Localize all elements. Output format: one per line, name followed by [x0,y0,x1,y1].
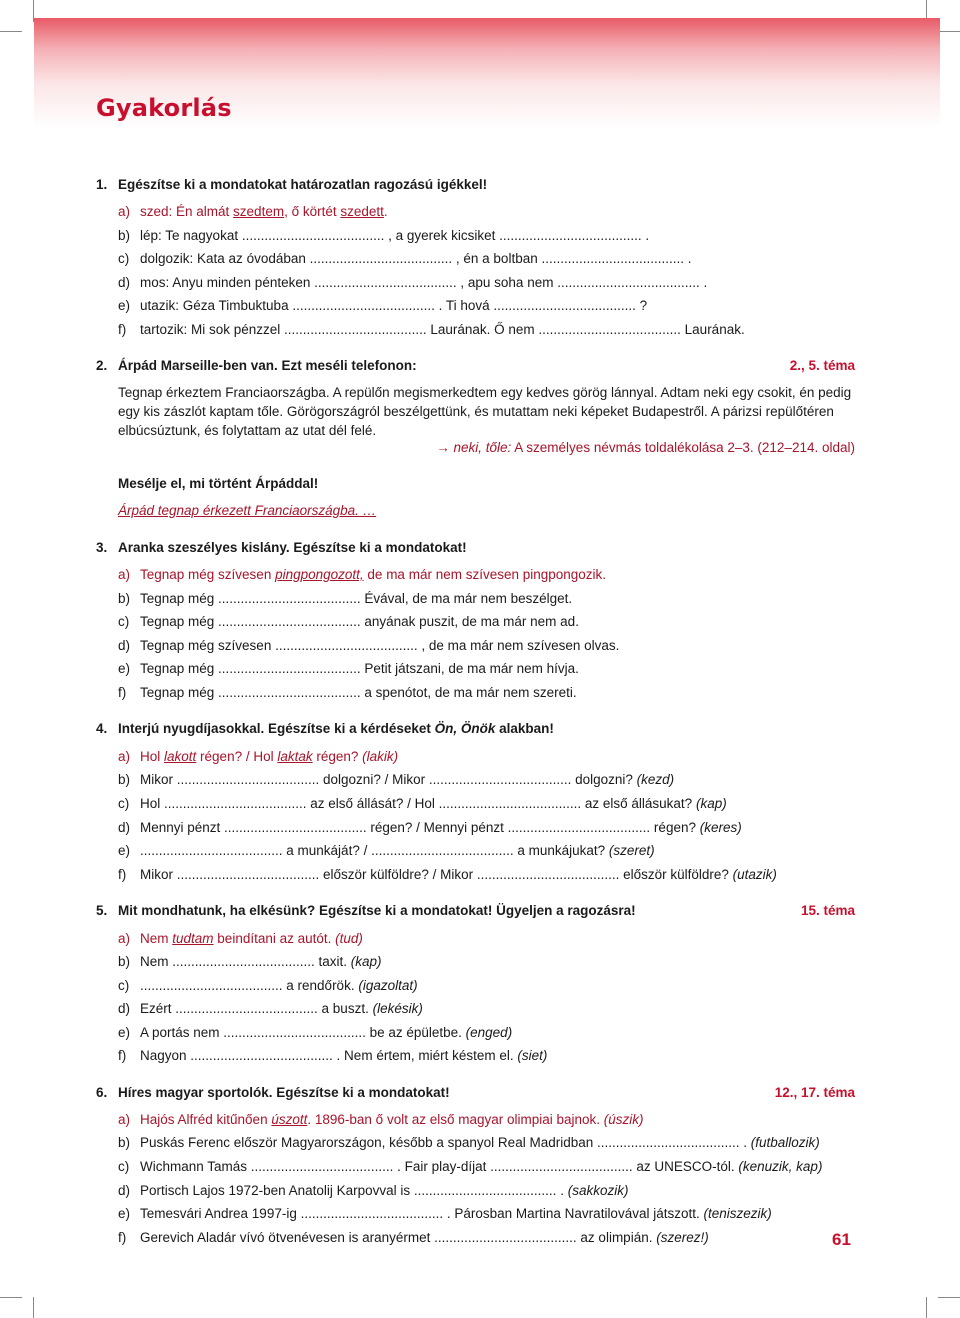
exercise-4-item-d[interactable]: d) Mennyi pénzt ...................................... régen? / Mennyi pénzt ...................................... régen? (keres) [118,820,742,835]
exercise-2-paragraph: Tegnap érkeztem Franciaországba. A repülőn megismerkedtem egy kedves görög lánnyal. Adtam neki egy csokit, én pedig egy kis zászlót kaptam tőle. Görögországról beszélgettünk, és mutattam neki képeket Budapestről. A párizsi repülőtéren elbúcsúztunk, és folytattam az utat dél felé. [118,385,852,438]
page-title: Gyakorlás [96,94,232,122]
exercise-4-heading: 4. Interjú nyugdíjasokkal. Egészítse ki a kérdéseket Ön, Önök alakban! [96,721,554,736]
crop-mark [33,1297,34,1318]
crop-mark [938,31,960,32]
exercise-6-item-d[interactable]: d) Portisch Lajos 1972-ben Anatolij Karpovval is ...................................... . (sakkozik) [118,1183,629,1198]
crop-mark [938,1297,960,1298]
crop-mark [0,1297,22,1298]
exercise-5-heading: 5. Mit mondhatunk, ha elkésünk? Egészítse ki a mondatokat! Ügyeljen a ragozásra! [96,903,636,918]
exercise-1-item-c[interactable]: c) dolgozik: Kata az óvodában ...................................... , én a boltban ...................................... . [118,251,692,266]
crop-mark [926,1297,927,1318]
exercise-instruction: Egészítse ki a mondatokat határozatlan ragozású igékkel! [118,177,488,192]
exercise-6-item-f[interactable]: f) Gerevich Aladár vívó ötvenévesen is aranyérmet ...................................... az olimpián. (szerez!) [118,1230,709,1245]
exercise-3-item-c[interactable]: c) Tegnap még ...................................... anyának puszit, de ma már nem ad. [118,614,579,629]
exercise-6-heading: 6. Híres magyar sportolók. Egészítse ki a mondatokat! [96,1085,450,1100]
exercise-3-heading: 3. Aranka szeszélyes kislány. Egészítse ki a mondatokat! [96,540,467,555]
exercise-3-item-e[interactable]: e) Tegnap még ...................................... Petit játszani, de ma már nem hívja. [118,661,579,676]
exercise-3-item-d[interactable]: d) Tegnap még szívesen ...................................... , de ma már nem szívesen olvas. [118,638,620,653]
topic-reference: 2., 5. téma [789,358,855,373]
exercise-6-item-b[interactable]: b) Puskás Ferenc először Magyarországon, később a spanyol Real Madridban ...................................... . (futballozik) [118,1135,820,1150]
exercise-3-item-b[interactable]: b) Tegnap még ...................................... Évával, de ma már nem beszélget. [118,591,573,606]
page-number: 61 [832,1230,851,1249]
exercise-3-item-a: a) Tegnap még szívesen pingpongozott, de ma már nem szívesen pingpongozik. [118,567,607,582]
topic-reference: 15. téma [800,903,855,918]
exercise-number: 1. [96,177,108,192]
exercise-1-item-f[interactable]: f) tartozik: Mi sok pénzzel ...................................... Laurának. Ő nem ...................................... Laurának. [118,322,745,337]
exercise-1-item-a: a) szed: Én almát szedtem, ő körtét szedett. [118,204,388,219]
arrow-right-icon: → [436,440,450,455]
exercise-2-example: Árpád tegnap érkezett Franciaországba. … [118,503,377,518]
exercise-4-item-f[interactable]: f) Mikor ...................................... először külföldre? / Mikor ...................................... először külföldre? (utazik) [118,867,777,882]
exercise-4-item-b[interactable]: b) Mikor ...................................... dolgozni? / Mikor ...................................... dolgozni? (kezd) [118,772,675,787]
exercise-5-item-e[interactable]: e) A portás nem ...................................... be az épületbe. (enged) [118,1025,513,1040]
exercise-6-item-c[interactable]: c) Wichmann Tamás ...................................... . Fair play-díjat ...................................... az UNESCO-tól. (kenuzik, kap) [118,1159,823,1174]
exercise-3-item-f[interactable]: f) Tegnap még ...................................... a spenótot, de ma már nem szereti. [118,685,577,700]
exercise-5-item-f[interactable]: f) Nagyon ...................................... . Nem értem, miért késtem el. (siet) [118,1048,548,1063]
exercise-5-item-c[interactable]: c) ...................................... a rendőrök. (igazoltat) [118,978,418,993]
exercise-2-heading: 2. Árpád Marseille-ben van. Ezt meséli telefonon: [96,358,417,373]
exercise-1-item-b[interactable]: b) lép: Te nagyokat ...................................... , a gyerek kicsiket ...................................... . [118,228,650,243]
exercise-6-item-a: a) Hajós Alfréd kitűnően úszott. 1896-ban ő volt az első magyar olimpiai bajnok. (úszik) [118,1112,644,1127]
exercise-5-item-d[interactable]: d) Ezért ...................................... a buszt. (lekésik) [118,1001,423,1016]
exercise-1-item-e[interactable]: e) utazik: Géza Timbuktuba ...................................... . Ti hová ...................................... ? [118,298,648,313]
exercise-5-item-a: a) Nem tudtam beindítani az autót. (tud) [118,931,363,946]
exercise-5-item-b[interactable]: b) Nem ...................................... taxit. (kap) [118,954,382,969]
exercise-6-item-e[interactable]: e) Temesvári Andrea 1997-ig ...................................... . Párosban Martina Navratilovával játszott. (teniszezik) [118,1206,772,1221]
exercise-4-item-c[interactable]: c) Hol ...................................... az első állását? / Hol ...................................... az első állásukat? (kap) [118,796,727,811]
crop-mark [0,31,22,32]
exercise-4-item-a: a) Hol lakott régen? / Hol laktak régen? (lakik) [118,749,399,764]
topic-reference: 12., 17. téma [774,1085,855,1100]
exercise-1-heading [96,177,487,192]
exercise-4-item-e[interactable]: e) ...................................... a munkáját? / ...................................... a munkájukat? (szeret) [118,843,655,858]
exercise-2-question: Mesélje el, mi történt Árpáddal! [118,476,319,491]
grammar-reference[interactable]: → neki, tőle: A személyes névmás toldalékolása 2–3. (212–214. oldal) [436,440,855,455]
exercise-1-item-d[interactable]: d) mos: Anyu minden pénteken ...................................... , apu soha nem ...................................... . [118,275,708,290]
